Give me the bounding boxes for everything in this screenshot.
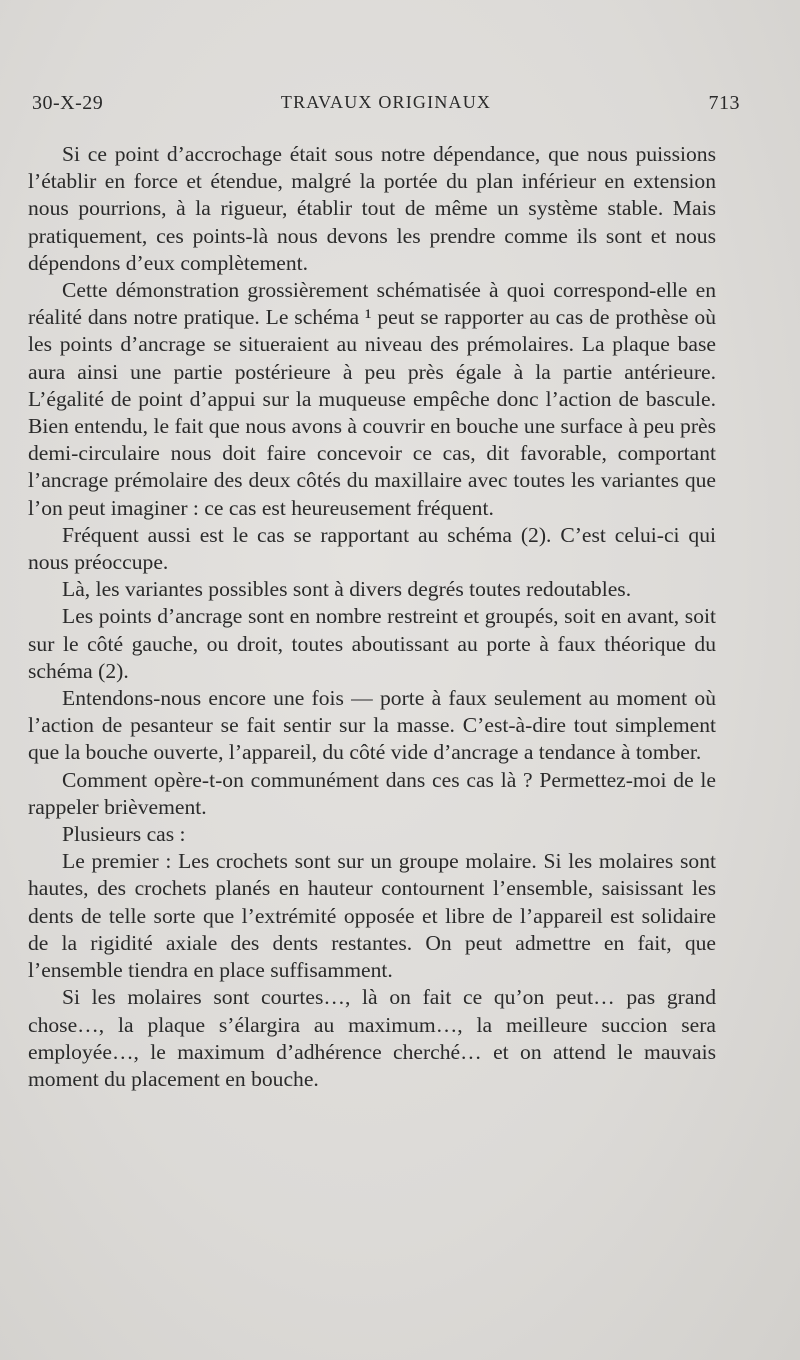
paragraph-5: Les points d’ancrage sont en nombre restreint et groupés, soit en avant, soit sur le côté gauche, ou droit, toutes aboutissant au porte à faux théorique du schéma (2).: [28, 604, 716, 683]
header-date: 30-X-29: [32, 92, 104, 114]
paragraph-4: Là, les variantes possibles sont à divers degrés toutes redoutables.: [62, 577, 632, 602]
page-number: 713: [708, 92, 740, 114]
header-title: TRAVAUX ORIGINAUX: [280, 92, 492, 112]
paragraph-8: Plusieurs cas :: [62, 822, 186, 847]
paragraph-1: Si ce point d’accrochage était sous notre dépendance, que nous puissions l’établir en force et étendue, malgré la portée du plan inférieur en extension nous pourrions, à la rigueur, établir tout de même un système stable. Mais pratiquement, ces points-là nous devons les prendre comme ils sont et nous dépendons d’eux complètement.: [28, 142, 716, 275]
paragraph-10: Si les molaires sont courtes…, là on fait ce qu’on peut… pas grand chose…, la plaque s’élargira au maximum…, la meilleure succion sera employée…, le maximum d’adhérence cherché… et on attend le mauvais moment du placement en bouche.: [28, 985, 716, 1091]
paragraph-3: Fréquent aussi est le cas se rapportant au schéma (2). C’est celui-ci qui nous préoccupe.: [28, 522, 716, 575]
paragraph-7: Comment opère-t-on communément dans ces cas là ? Permettez-moi de le rappeler brièvement.: [28, 767, 716, 819]
paragraph-6: Entendons-nous encore une fois — porte à faux seulement au moment où l’action de pesanteur se fait sentir sur la masse. C’est-à-dire tout simplement que la bouche ouverte, l’appareil, du côté vide d’ancrage a tendance à tomber.: [28, 686, 716, 765]
running-header: [32, 92, 740, 120]
paragraph-2: Cette démonstration grossièrement schématisée à quoi correspond-elle en réalité dans notre pratique. Le schéma ¹ peut se rapporter au cas de prothèse où les points d’ancrage se situeraient au niveau des prémolaires. La plaque base aura ainsi une partie postérieure à peu près égale à la partie antérieure. L’égalité de point d’appui sur la muqueuse empêche donc l’action de bascule. Bien entendu, le fait que nous avons à couvrir en bouche une surface à peu près demi-circulaire nous doit faire concevoir ce cas, dit favorable, comportant l’ancrage prémolaire des deux côtés du maxillaire avec toutes les variantes que l’on peut imaginer : ce cas est heureusement fréquent.: [28, 278, 716, 520]
body-text: [28, 141, 716, 1093]
paragraph-9: Le premier : Les crochets sont sur un groupe molaire. Si les molaires sont hautes, des crochets planés en hauteur contournent l’ensemble, saisissant les dents de telle sorte que l’extrémité opposée et libre de l’appareil est solidaire de la rigidité axiale des dents restantes. On peut admettre en fait, que l’ensemble tiendra en place suffisamment.: [28, 849, 716, 983]
